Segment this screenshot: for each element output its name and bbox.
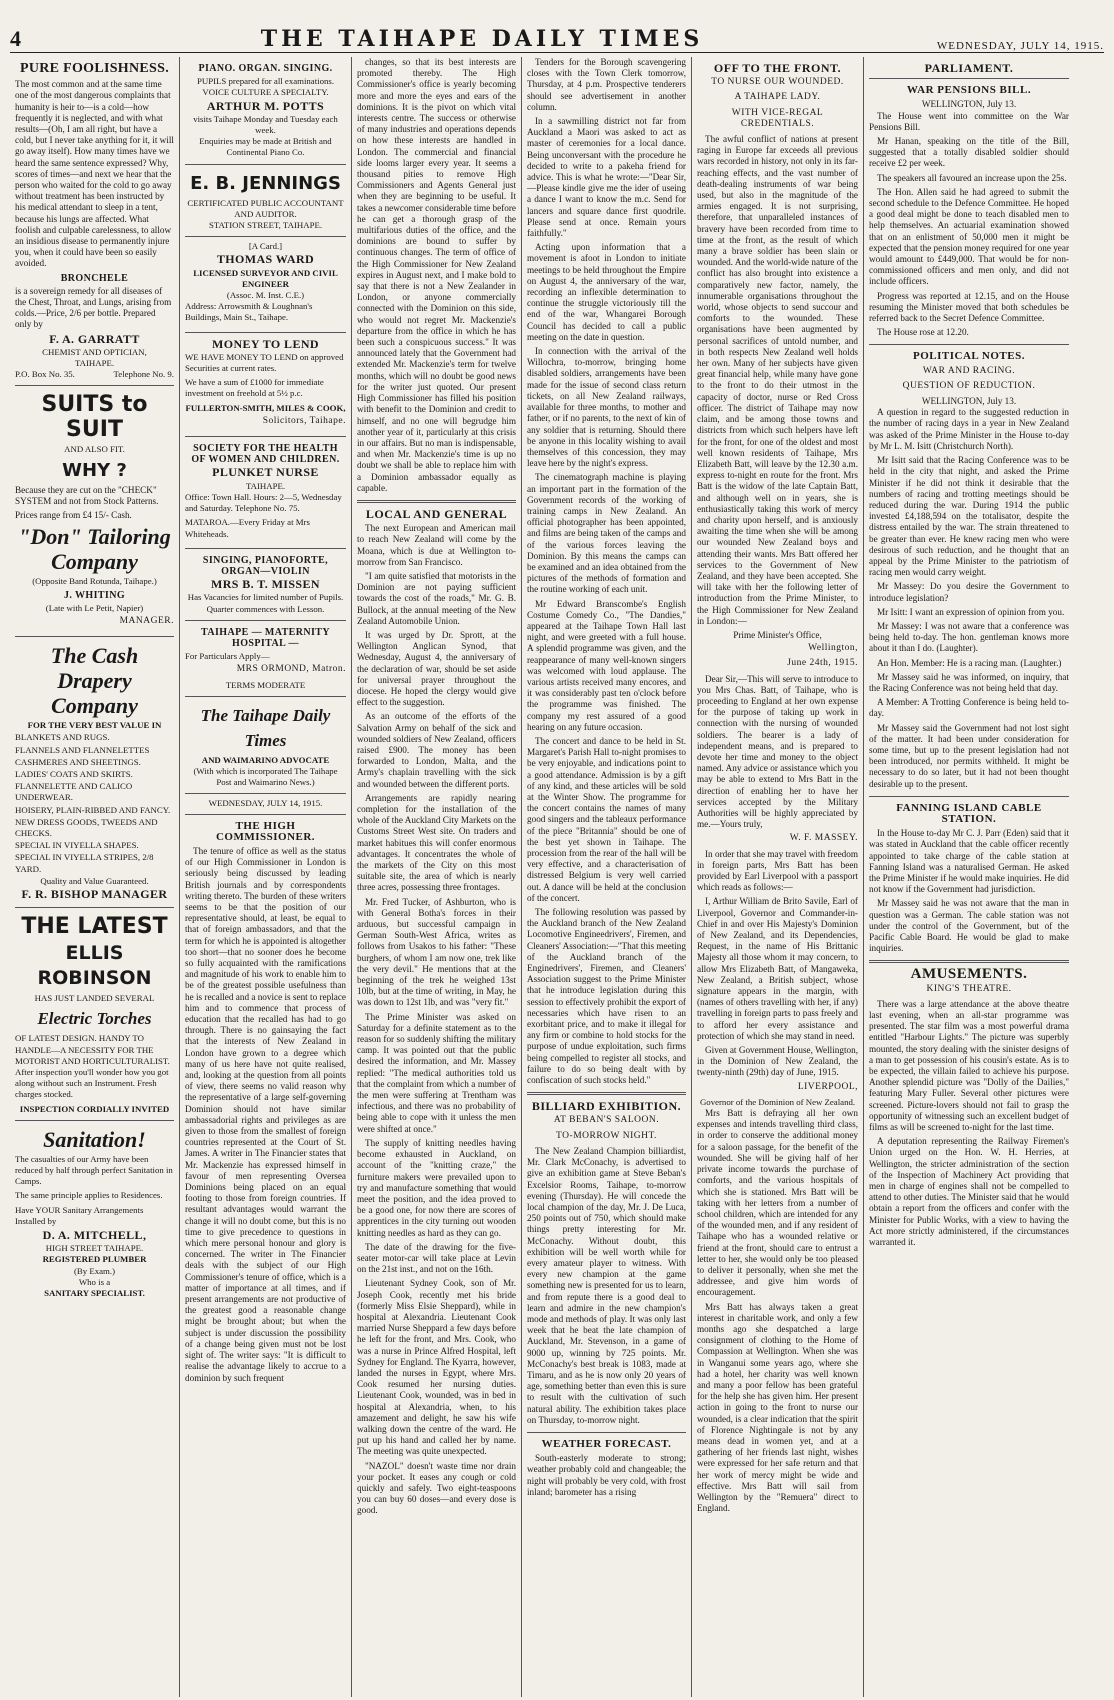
guarantee: Quality and Value Guaranteed. — [40, 875, 149, 886]
news-paragraph: Mr Edward Branscombe's English Costume Comedy Co., "The Dandies," appeared at the Taihape Town Hall last night, and were greeted with a full house. A splendid programme was given, and the reappearance of many well-known singers was welcomed with loud applause. The various artists received many encores, and it was considerably past ten o'clock before the programme was finished. The company my rest assured of a good hearing on any future occasion. — [527, 598, 686, 732]
article-paragraph: Mr Isitt: I want an expression of opinion from you. — [877, 606, 1065, 617]
headline: PLUNKET NURSE — [212, 465, 319, 480]
article-subhead: AT BEBAN'S SALOON. — [553, 1115, 660, 1126]
news-paragraph: Arrangements are rapidly nearing completion for the installation of the whole of the Auckland City Markets on the Customs Street West site. On traders and market habitues this will confer enormous advantages. It concentrates the whole of the markets of the City on this most suitable site, the area of which is nearly three acres, possessing three frontages. — [357, 792, 516, 893]
article-paragraphs — [869, 999, 1069, 1248]
surveyor-role: LICENSED SURVEYOR AND CIVIL ENGINEER — [193, 267, 338, 289]
news-paragraph: Acting upon information that a movement is afoot in London to initiate meetings to be held throughout the Empire on August 4, the anniversary of the war, recording an inflexible determination to continue the struggle victoriously till the end of the war, Whangarei Borough Council has decided to call a public meeting on the date in question. — [527, 242, 686, 342]
local-general-continued — [527, 57, 686, 1086]
maternity-advert — [185, 621, 346, 697]
news-paragraph: The concert and dance to be held in St. Margaret's Parish Hall to-night promises to be very enjoyable, and indications point to a good attendance. Admission is by a gift of any kind, and these articles will be sold at the Winter Show. The programme for the concert contains the names of many good singers and the tableaux performance of the piece "Britannia" should be one of the best yet shown in Taihape. The procession from the rear of the hall will be very effective, and a characterisation of distressed Belgium is very well carried out. A dance will be held at the conclusion of the concert. — [527, 735, 686, 903]
news-paragraph: In a sawmilling district not far from Auckland a Maori was asked to act as master of ceremonies for a local dance. Being unconversant with the procedure he decided to write to a pakeha friend for advice. This is what he wrote:—"Dear Sir,—Please kindle give me the ider of useing a dance I want to know the m.c. Send for lancers and square dance first quodrile. Please send at once. Remain yours faithfully." — [527, 116, 686, 239]
article-body: South-easterly moderate to strong; weather probably cold and changeable; the night will probably be very cold, with frost inland; barometer has a rising — [527, 1453, 686, 1497]
article-body: The New Zealand Champion billiardist, Mr. Clark McConachy, is advertised to give an exhibition game at Steve Beban's Excelsior Rooms, Taihape, to-morrow evening (Thursday). He will concede the local champion of the day, Mr. J. De Luca, 250 points out of 750, which should make things pretty interesting for Mr. McConachy. Without doubt, this exhibition will be well worth while for every amateur player to witness. With every new champion at the game something new is presented for us to learn, and from repute there is a good deal to learn and admire in the new champion's mode and methods of play. It was only last week that he beat the late champion of Auckland, Mr. Stevenson, in a game of 9000 up, winning by 725 points. Mr. McConachy's best break is 1083, made at Timaru, and as he is now only 20 years of age, something better than even this is sure to result with the cultivation of such natural ability. The exhibition takes place on Thursday, to-morrow night. — [527, 1145, 686, 1425]
jennings-advert — [185, 165, 346, 238]
product-item: FLANNELETTE AND CALICO UNDERWEAR. — [15, 781, 133, 803]
article-paragraph: Mr Massey said he was informed, on inquiry, that the Racing Conference was not being held that day. — [869, 671, 1069, 693]
article-paragraph: Mr Massey said the Government had not lost sight of the matter. It had been under consideration for some time, but up to the present legislation had not been introduced, nor permits withheld. It might be necessary to do so later, but it had not been thought desirable up to the present. — [869, 722, 1069, 789]
headline: WHY ? — [62, 459, 127, 481]
sanitation-advert — [15, 1121, 174, 1304]
article-paragraph: The House rose at 12.20. — [877, 327, 969, 338]
price-line: Prices range from £4 15/- Cash. — [15, 510, 132, 521]
article-paragraph: A Member: A Trotting Conference is being held to-day. — [869, 697, 1069, 719]
surveyor-address: Address: Arrowsmith & Loughnan's Buildings, Main St., Taihape. — [185, 301, 313, 323]
product-item: HOISERY, PLAIN-RIBBED AND FANCY. — [15, 804, 171, 815]
advert-body: The most common and at the same time one of the most dangerous complaints that humanity is heir to—is a cold—how frequently it is neglected, and with what results—(Oh, I am all right, but have a cold, but I never take anything for it, it will go away itself). How many times have we heard the same sentence expressed? Why, scores of times—and next we hear that the person who waited for the cold to go away without treatment has been instructed by his medical attendant to sleep in a tent, because his lungs are affected. What foolish and culpable carelessness, to allow an insidious disease to permanently injure you, when it could have been so easily avoided. — [15, 79, 174, 269]
chemist-trade: CHEMIST AND OPTICIAN, — [42, 346, 147, 357]
letter-signature: W. F. MASSEY. — [789, 833, 858, 844]
product-item: CASHMERES AND SHEETINGS. — [15, 756, 141, 767]
column-4 — [522, 57, 692, 1697]
article-paragraph: The awful conflict of nations at present raging in Europe far exceeds all previous wars recorded in history, not only in its far-reaching effects, and the vast number of death-dealing instruments of war being used, but also in the magnitude of the armies engaged. It is not surprising, therefore, that unparalleled instances of bravery have been recorded from time to time at the front, as the result of which many a brave soldier has been slain or wounded. And the world-wide nature of the conflict has also brought into existence a comparatively new factor, namely, the innumerable organisations throughout the world, whose objects to send succour and comforts to the wounded. These organisations have been augmented by personal sacrifices of untold number, and in both respects New Zealand well holds her own. Many of her subjects have given great financial help, while many have gone to the front to do their utmost in the capacity of doctor, nurse or Red Cross officer. The district of Taihape may now claim, and be among those towns and districts from which such helpers have left for the front, for one of the oldest and most well known residents of Taihape, Mrs Elizabeth Batt, will leave by the 12.30 a.m. express to-night en route for the front. Mrs Batt is the widow of the late Captain Batt, and although well on in years, she is enthusiastically taking this work of mercy and charity upon herself, and is anxiously awaiting the time when she will be among our wounded New Zealand boys and attending their wants. Mrs Batt offered her services to the Government of New Zealand, and they have been accepted. She will take with her the following letter of introduction from the Prime Minister, to the High Commissioner for New Zealand in London:— — [697, 134, 858, 626]
advert-body: The casualties of our Army have been reduced by half through perfect Sanitation in Camps. — [15, 1153, 173, 1187]
news-paragraph: Mr. Fred Tucker, of Ashburton, who is with General Botha's forces in their arduous, but successful campaign in German South-West Africa, writes as follows from Usakos to his father: "These burghers, of whom I am now one, trek like the very devil." He mentions that at the beginning of the trek he weighed 13st 10lb, but at the time of writing, in May, he was down to 12st 1lb, and was "very fit." — [357, 896, 516, 1008]
article-subhead: WITH VICE-REGAL CREDENTIALS. — [731, 107, 824, 129]
article-paragraph: A deputation representing the Railway Firemen's Union urged on the Hon. W. H. Herries, at Wellington, the stricter administration of the section of the Inspection of Machinery Act providing that men in charge of engines shall not be compelled to attend to other duties. The Minister said that he would obtain a report from the officers and confer with the Minister for Public Works, with a view to having the Act more strictly administered, if the circumstances warranted it. — [869, 1136, 1069, 1248]
money-advert — [185, 333, 346, 437]
article-paragraph: Mr Massey: I was not aware that a conference was being held to-day. The hon. gentleman knows more about it than I do. (Laughter). — [869, 620, 1069, 654]
issue-date: WEDNESDAY, JULY 14, 1915. — [936, 40, 1104, 52]
article-paragraph: There was a large attendance at the above theatre last evening, when an all-star programme was presented. The star film was a most powerful drama entitled "Harbour Lights." The picture was superbly mounted, the story dealing with the sinister designs of a man to get possession of his cousin's estate. As is to be expected, the villain failed to achieve his purpose. Another splendid picture was "Dolly of the Dailies," featuring Mary Fuller. Several other pictures were screened. Picture-lovers should not fail to grasp the opportunity of witnessing such an excellent budget of films as will be screened to-night for the last time. — [869, 998, 1069, 1133]
news-paragraph: The cinematograph machine is playing an important part in the formation of the Government records of the working of training camps in New Zealand. An official photographer has been appointed, and films are being taken of the camps and of the various forces leaving the Dominion. By this means the camps can be examined and an idea obtained from the pictures of the methods of formation and the routine working of each unit. — [527, 472, 686, 595]
manager-name: F. R. BISHOP MANAGER — [21, 886, 168, 901]
passport-body: I, Arthur William de Brito Savile, Earl of Liverpool, Governor and Commander-in-Chief in and over His Majesty's Dominion of New Zealand, and its Dependencies, Request, in the name of His Brittanic Majesty all those whom it may concern, to allow Mrs Elizabeth Batt, of Mangaweka, New Zealand, a British subject, whose signature appears in the margin, with (names of others travelling with her, if any) travelling in foreign parts to pass freely and to afford her every assistance and protection of which she may stand in need. — [697, 896, 858, 1041]
company-address: (Opposite Band Rotunda, Taihape.) — [32, 576, 157, 587]
chemist-town: TAIHAPE. — [74, 358, 115, 369]
news-paragraph: "I am quite satisfied that motorists in the Dominion are not paying sufficient towards the cost of the roads," Mr. G. B. Bullock, at the annual meeting of the New Zealand Automobile Union. — [357, 570, 516, 626]
article-subhead: KING'S THEATRE. — [926, 983, 1012, 994]
advert-body: WE HAVE MONEY TO LEND on approved Securities at current rates. — [185, 351, 344, 374]
bronchele-advert — [15, 57, 174, 386]
letter-heading: Prime Minister's Office, — [733, 629, 822, 640]
paper-name: The Taihape Daily Times — [200, 705, 331, 750]
product-name: BRONCHELE — [60, 272, 129, 284]
news-paragraph: The date of the drawing for the five-seater motor-car will take place at Levin on the 21st inst., and not on the 16th. — [357, 1241, 516, 1275]
advert-line: PUPILS prepared for all examinations. — [196, 76, 335, 87]
page-number: 4 — [10, 26, 21, 51]
news-paragraph: "NAZOL" doesn't waste time nor drain your pocket. It eases any cough or cold quickly and safely. Two eight-teaspoons you can buy 60 doses—and every dose is good. — [357, 1460, 516, 1516]
letter-place: Wellington, — [808, 643, 858, 654]
teacher-name: ARTHUR M. POTTS — [206, 98, 325, 113]
news-paragraph: The following resolution was passed by the Auckland branch of the New Zealand Locomotive Engineedrivers', Firemen, and Cleaners' Association:—"That this meeting of the Auckland branch of the Enginedrivers', Firemen, and Cleaners' Association suggest to the Prime Minister that he introduce legislation during this session to effectively prohibit the export of necessaries which have risen to an exorbitant price, and to make it illegal for any firm or combine to hold stocks for the purpose of undue exploitation, such firms being compelled to register all stocks, and failure to do so being dealt with by confiscation of such stocks held." — [527, 907, 686, 1086]
advert-body: Because they are cut on the "CHECK" SYSTEM and not from Stock Patterns. — [15, 484, 159, 506]
headline: Sanitation! — [43, 1126, 146, 1152]
subhead: AND ALSO FIT. — [64, 444, 125, 455]
article-body: In order that she may travel with freedom in foreign parts, Mrs Batt has been provided by Earl Liverpool with a passport which reads as follows:— — [697, 848, 858, 893]
article-subhead: A TAIHAPE LADY. — [734, 92, 821, 103]
product-item: SPECIAL IN VIYELLA STRIPES, 2/8 YARD. — [15, 852, 154, 874]
manager-role: MANAGER. — [119, 615, 174, 626]
article-paragraphs — [697, 134, 858, 627]
article-dateline: WELLINGTON, July 13. — [921, 396, 1017, 407]
plumber-specialty: SANITARY SPECIALIST. — [44, 1288, 145, 1299]
column-3 — [352, 57, 522, 1697]
advert-line: Enquiries may be made at British and Continental Piano Co. — [199, 136, 332, 158]
plumber-who: Who is a — [78, 1276, 111, 1287]
suits-advert — [15, 386, 174, 637]
po-box: P.O. Box No. 35. — [15, 369, 75, 380]
teacher-name: MRS B. T. MISSEN — [211, 577, 320, 592]
telephone: Telephone No. 9. — [113, 369, 174, 380]
product-name: Electric Torches — [37, 1009, 152, 1029]
article-body: changes, so that its best interests are promoted thereby. The High Commissioner's office is yearly becoming more and more the eyes and ears of the dominions. It is the pivot on which vital interests centre. The success or otherwise of many industries and operations depends on how these interests are handled in London. The commercial and financial side looms larger every year. It seems a thousand pities to remove High Commissioners and Agents General just when they are beginning to be useful. It takes a newcomer considerable time before he can get a thorough grasp of the multifarious duties of the office, and the dominions are bound to suffer by continuous changes. The term of office of the High Commissioner for New Zealand expires in August next, and I make bold to say that there is not a New Zealander in London, or anyone commercially connected with the Dominion on this side, who would not regret Mr. Mackenzie's departure from the office in which he has been such a conspicuous success." It was announced lately that the Government had extended Mr. Mackenzie's term for twelve months, which will no doubt be good news for the writer just quoted. Our present High Commissioner has filled his position with benefit to the Dominion and credit to himself, and no one will begrudge him another year of it, particularly at this crisis in our affairs. But no man is indispensable, and when Mr. Mackenzie's time is up no doubt we shall be able to replace him with a Dominion ambassador equally as capable. — [357, 57, 516, 493]
card-label: [A Card.] — [248, 241, 283, 252]
paper-subtitle: AND WAIMARINO ADVOCATE — [201, 754, 330, 765]
advert-body: We have a sum of £1000 for immediate investment on freehold at 5½ p.c. — [185, 377, 324, 399]
passport-signature: LIVERPOOL, — [797, 1081, 858, 1092]
article-paragraph: Mrs Batt is defraying all her own expenses and intends travelling third class, in order to conserve the additional money for a saloon passage, for the benefit of the wounded. She will be giving half of her private income towards the purchase of comforts, and the various hospitals of which she is stationed. Mrs Batt will be taking with her letters from a number of school children, which are intended for any of the wounded men, and if any resident of Taihape who has a wounded relative or friend at the front, should care to entrust a letter to her, she would only be too pleased to deliver it personally, when she met the addressee, and give him words of encouragement. — [697, 1108, 858, 1298]
firm-name: FULLERTON-SMITH, MILES & COOK, — [185, 402, 346, 413]
surveyor-assoc: (Assoc. M. Inst. C.E.) — [226, 290, 305, 301]
manager-name: J. WHITING — [63, 589, 126, 601]
cash-drapery-advert — [15, 637, 174, 908]
article-paragraphs — [697, 1108, 858, 1514]
article-paragraph: An Hon. Member: He is a racing man. (Laughter.) — [877, 657, 1062, 668]
product-list — [15, 732, 174, 874]
section-headline: PARLIAMENT. — [869, 63, 1069, 79]
letter-date: June 24th, 1915. — [787, 658, 858, 669]
article-headline: THE HIGH COMMISSIONER. — [215, 819, 316, 843]
accountant-name: E. B. JENNINGS — [190, 172, 341, 194]
article-paragraphs — [869, 407, 1069, 790]
advert-body: The same principle applies to Residences. — [15, 1190, 163, 1201]
article-headline: BILLIARD EXHIBITION. — [531, 1099, 682, 1114]
news-paragraph: The supply of knitting needles having become exhausted in Auckland, on account of the "knitting craze," the furniture makers were prevailed upon to try and manufacture something that would meet the position, and the idea proved to be a good one, for now there are scores of apprentices in the city turning out wooden knitting needles as hard as they can go. — [357, 1137, 516, 1238]
product-item: NEW DRESS GOODS, TWEEDS AND CHECKS. — [15, 816, 158, 838]
newspaper-title: THE TAIHAPE DAILY TIMES — [260, 26, 704, 52]
letter-body: Dear Sir,—This will serve to introduce to you Mrs Chas. Batt, of Taihape, who is proceeding to England at her own expense for the purpose of taking up work in connection with the nursing of wounded soldiers. The bearer is a lady of independent means, and is prepared to devote her time and money to the object named. Any advice or assistance which you may be able to extend to Mrs Batt in the direction of enabling her to have her services accepted by the Military Authorities will be highly appreciated by me.—Yours truly, — [697, 673, 858, 830]
article-body: The tenure of office as well as the status of our High Commissioner in London is seriously being discussed by leading British journals and by correspondents writing thereto. The burden of these writers seems to be that the position of our representative should, at least, be equal to that of foreign ambassadors, and that the term for which he is appointed is altogether too short—that no sooner does he become so fully acquainted with the ramifications and magnitude of his work to enable him to be of the greatest possible usefulness than he is recalled and a novice is sent to replace him and to commence that process of education that the recalled has had to go through. There is no gainsaying the fact that the interests of New Zealand in London have grown to a degree which many of us here have not quite realised, and, looking at the question from all points of view, there seems no valid reason why the representative of a large self-governing Dominion should not have similar ambassadorial rights and privileges as are given to those from the smallest of foreign countries represented at the Court of St. James. A writer in The Financier states that Mr. Mackenzie has expressed himself in favour of men representing Oversea Dominions being placed on an equal footing to those from foreign countries. If resultant advantages would warrant the change it will no doubt come, but this is no time to give precedence to questions in which mere personal honour and glory is concerned. The writer in The Financier deals with the subject of our High Commissioner's tenure of office, which is a matter of importance at all times, and if present arrangements are not productive of the greatest good a reasonable change might be brought about; but when the subject is under discussion the possibility of a change being given must not be lost sight of. The writer says: "It is difficult to realise the advantage likely to accrue to a dominion by such frequent — [185, 845, 346, 1383]
passport-role: Governor of the Dominion of New Zealand. — [699, 1096, 856, 1107]
article-subhead: WAR AND RACING. — [922, 365, 1016, 376]
invitation: INSPECTION CORDIALLY INVITED — [19, 1103, 170, 1114]
accountant-role: CERTIFICATED PUBLIC ACCOUNTANT AND AUDITOR. — [187, 197, 344, 219]
headline: SINGING, PIANOFORTE, ORGAN—VIOLIN — [202, 554, 329, 577]
ward-advert — [185, 237, 346, 332]
article-headline: WAR PENSIONS BILL. — [906, 84, 1032, 97]
subhead: HAS JUST LANDED SEVERAL — [34, 993, 155, 1004]
society-name: SOCIETY FOR THE HEALTH OF WOMEN AND CHILDREN. — [191, 443, 340, 466]
article-paragraph: Progress was reported at 12.15, and on the House resuming the Minister moved that both schedules be referred back to the Secret Defence Committee. — [869, 290, 1069, 324]
matron-name: MRS ORMOND, Matron. — [236, 664, 346, 675]
plumber-name: D. A. MITCHELL, — [42, 1228, 147, 1242]
news-paragraph: The next European and American mail to reach New Zealand will come by the Moana, which is due at Wellington to-morrow from San Francisco. — [357, 523, 516, 567]
article-paragraph: Mr Isitt said that the Racing Conference was to be held in the city that night, and asked the Prime Minister if he did not think it desirable that the numbers of racing and trotting meetings should be reduced during the war. During 1914 the public invested £4,188,594 on the totalisator, despite the distress entailed by the war. The strain threatened to be greater than ever. He knew racing men who were desirous of such reduction, and he thought that an appeal by the Prime Minister to the patriotism of racing men would carry weight. — [869, 455, 1069, 578]
article-headline: FANNING ISLAND CABLE STATION. — [896, 801, 1042, 825]
advert-line: Quarter commences with Lesson. — [206, 603, 325, 614]
missen-advert — [185, 549, 346, 621]
plunket-advert — [185, 437, 346, 549]
article-subhead: QUESTION OF REDUCTION. — [902, 380, 1036, 391]
article-subhead: TO NURSE OUR WOUNDED. — [711, 77, 844, 88]
news-paragraph: As an outcome of the efforts of the Salvation Army on behalf of the sick and wounded soldiers of New Zealand, officers raised £900. The money has been forwarded to London, Malta, and the Army's chaplain travelling with the sick and wounded between the different ports. — [357, 711, 516, 789]
advert-line: Has Vacancies for limited number of Pupils. — [187, 592, 344, 603]
product-item: SPECIAL IN VIYELLA SHAPES. — [15, 840, 139, 851]
editorial-dateline: WEDNESDAY, JULY 14, 1915. — [185, 798, 346, 814]
advert-body: Have YOUR Sanitary Arrangements Installed by — [15, 1204, 144, 1226]
columns — [10, 57, 1104, 1697]
paper-nameplate — [185, 697, 346, 795]
headline: SUITS to SUIT — [41, 392, 148, 443]
advert-line: visits Taihape Monday and Tuesday each week. — [193, 113, 338, 136]
accountant-address: STATION STREET, TAIHAPE. — [208, 220, 323, 231]
news-paragraph: In connection with the arrival of the Willochra, to-morrow, bringing home disabled soldiers, arrangements have been made for the issue of second class return tickets, on all New Zealand railways, available for three months, to mother and father, or if no parents, to the next of kin of any soldier that is returning. Should there be anyone in this locality wishing to avail themselves of this concession, they may leave here by the night's express. — [527, 346, 686, 469]
article-paragraph: Mrs Batt has always taken a great interest in charitable work, and only a few months ago she despatched a large consignment of clothing to the Home of Compassion at Wellington. When she was in Wanganui some years ago, where she had a hotel, her charity was well known and many a poor fellow has been grateful for the help she has given him. Her present action in going to the front to nurse our wounded, is a clear indication that the spirit of Florence Nightingale is not by any means dead in women yet, and at a gathering of her friends last night, wishes were expressed for her safe return and that her work of mercy might be wide and effective. Mrs Batt will sail from Wellington by the "Remuera" direct to England. — [697, 1301, 858, 1514]
masthead — [10, 12, 1104, 53]
article-paragraph: Mr Hanan, speaking on the title of the Bill, suggested that a totally disabled soldier should receive £2 per week. — [869, 136, 1069, 169]
paper-note: (With which is incorporated The Taihape Post and Waimarino News.) — [193, 765, 338, 788]
headline: TAIHAPE — MATERNITY HOSPITAL — — [201, 626, 330, 649]
article-paragraph: A question in regard to the suggested reduction in the number of racing days in a year in New Zealand was asked of the Prime Minister in the House to-day by Mr L. M. Isitt (Christchurch North). — [869, 407, 1069, 451]
advert-lead: FOR THE VERY BEST VALUE IN — [27, 720, 162, 731]
product-item: FLANNELS AND FLANNELETTES — [15, 744, 150, 755]
headline: THE LATEST — [21, 914, 168, 940]
company-name: The Cash Drapery Company — [50, 643, 139, 719]
town: TAIHAPE. — [245, 480, 286, 491]
article-headline: WEATHER FORECAST. — [541, 1437, 672, 1450]
chemist-name: F. A. GARRATT — [49, 331, 140, 346]
advert-body: is a sovereign remedy for all diseases of the Chest, Throat, and Lungs, arising from colds.—Price, 2/6 per bottle. Prepared only by — [15, 285, 172, 330]
article-paragraphs — [869, 828, 1069, 954]
potts-advert — [185, 57, 346, 165]
article-paragraph: Mr Massey: Do you desire the Government to introduce legislation? — [869, 581, 1069, 603]
article-paragraph: The Hon. Allen said he had agreed to submit the second schedule to the Defence Committee. He hoped a good deal might be done to teach disabled men to help themselves. An actuarial examination showed that on an enlistment of 50,000 men it might be expected that the pension money required for one year would amount to £449,000. That would be for non-commissioned officers and men only, and did not include officers. — [869, 186, 1070, 287]
article-dateline: WELLINGTON, July 13. — [921, 99, 1017, 110]
news-paragraph: The Prime Minister was asked on Saturday for a definite statement as to the reason for so suddenly shifting the military camp. It was pointed out that the public desired the information, and Mr. Massey replied: "The medical authorities told us that the complaint from which a number of the men were suffering at Trentham was infectious, and there was no probability of being able to cope with it unless the men were shifted at once." — [357, 1011, 516, 1134]
news-paragraph: Tenders for the Borough scavengering closes with the Town Clerk tomorrow, Thursday, at 4 p.m. Prospective tenderers should see advertisement in another column. — [527, 57, 686, 112]
article-subhead: TO-MORROW NIGHT. — [556, 1130, 657, 1141]
column-6 — [864, 57, 1074, 1697]
advert-body: OF LATEST DESIGN. HANDY TO HANDLE—A NECESSITY FOR THE MOTORIST AND HORTICULTURALIST. After inspection you'll wonder how you got along without such an Instrument. Fresh charges stocked. — [15, 1033, 170, 1100]
article-paragraph: In the House to-day Mr C. J. Parr (Eden) said that it was stated in Auckland that the cable officer recently appointed to take charge of the cable station at Fanning Island was a naturalised German. He asked the Prime Minister if he would make inquiries. He did not know if the Government had jurisdiction. — [869, 828, 1069, 895]
article-paragraph: Mr Massey said he was not aware that the man in question was a German. The cable station was not under the control of the Government, but of the Pacific Cable Board. He would be glad to make inquiries. — [869, 898, 1069, 954]
news-paragraph: Lieutenant Sydney Cook, son of Mr. Joseph Cook, recently met his bride (formerly Miss Elsie Sheppard), while in hospital at Alexandria. Lieutenant Cook married Nurse Sheppard a few days before he left for the front, and Mrs. Cook, who was a nurse in Prince Alfred Hospital, left Sydney for England. The Kyarra, however, landed the nurses in Egypt, where Mrs. Cook resumed her nursing duties. Lieutenant Cook, wounded, was in bed in hospital at Alexandria, when, to his amazement and delight, he saw his wife walking down the centre of the ward. He put up his hand and called her by name. The meeting was quite unexpected. — [357, 1278, 516, 1457]
article-paragraph: The House went into committee on the War Pensions Bill. — [869, 110, 1069, 132]
advert-line: TERMS MODERATE — [225, 679, 306, 690]
company-name: "Don" Tailoring Company — [18, 524, 171, 575]
advert-line: VOICE CULTURE A SPECIALTY. — [202, 87, 329, 98]
advert-line: For Particulars Apply— — [185, 651, 270, 662]
article-headline: OFF TO THE FRONT. — [713, 61, 842, 75]
article-headline: POLITICAL NOTES. — [913, 350, 1025, 363]
plumber-title: REGISTERED PLUMBER — [42, 1254, 147, 1265]
manager-note: (Late with Le Petit, Napier) — [45, 602, 144, 613]
product-item: BLANKETS AND RUGS. — [15, 732, 110, 743]
headline: PIANO. ORGAN. SINGING. — [198, 63, 333, 74]
plumber-exam: (By Exam.) — [73, 1265, 116, 1276]
plumber-address: HIGH STREET TAIHAPE. — [45, 1243, 144, 1254]
column-2 — [180, 57, 352, 1697]
headline: PURE FOOLISHNESS. — [19, 61, 170, 76]
firm-role: Solicitors, Taihape. — [262, 415, 346, 426]
surveyor-name: THOMAS WARD — [216, 252, 315, 267]
article-paragraph: The speakers all favoured an increase upon the 25s. — [877, 172, 1067, 183]
advert-body: Office: Town Hall. Hours: 2—5, Wednesday and Saturday. Telephone No. 75. — [185, 491, 342, 514]
headline: MONEY TO LEND — [212, 336, 319, 351]
article-paragraphs — [869, 111, 1069, 339]
column-1 — [10, 57, 180, 1697]
advert-body: MATAROA.—Every Friday at Mrs Whiteheads. — [185, 517, 310, 539]
product-item: LADIES' COATS AND SKIRTS. — [15, 768, 133, 779]
column-5 — [692, 57, 864, 1697]
news-paragraph: It was urged by Dr. Sprott, at the Wellington Anglican Synod, that Wednesday, August 4, the anniversary of the declaration of war, should be set aside for universal prayer throughout the diocese. He hoped the clergy would give effect to the suggestion. — [357, 629, 516, 708]
local-general-list — [357, 523, 516, 1516]
company-name: ELLIS ROBINSON — [37, 942, 152, 990]
article-headline: LOCAL AND GENERAL — [365, 506, 508, 521]
article-headline: AMUSEMENTS. — [910, 966, 1028, 983]
passport-given: Given at Government House, Wellington, in the Dominion of New Zealand, the twenty-ninth (29th) day of June, 1915. — [697, 1045, 858, 1078]
ellis-robinson-advert — [15, 908, 174, 1121]
